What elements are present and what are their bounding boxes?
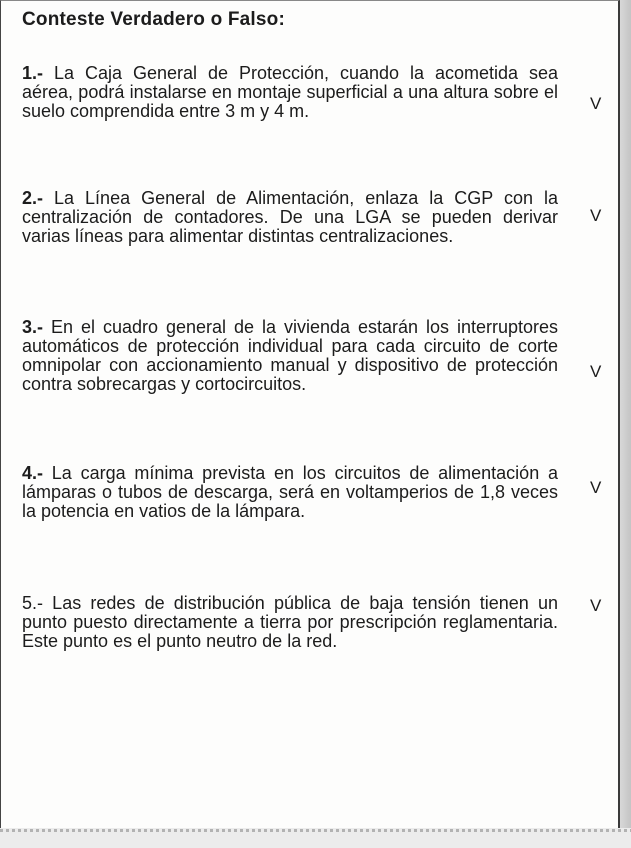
answer-4: V [590,478,602,497]
answer-1: V [590,94,602,113]
question-text: Las redes de distribución pública de baja tensión tienen un punto puesto directamente a tierra por prescripción reglamentaria. Este punto es el punto neutro de la red. [22,593,558,651]
question-number: 5.- [22,593,44,613]
question-number: 4.- [22,463,44,483]
question-1 [22,64,558,121]
question-text: La Línea General de Alimentación, enlaza la CGP con la centralización de contadores. De una LGA se pueden derivar varias líneas para alimentar distintas centralizaciones. [22,188,558,246]
answer-5: V [590,596,602,615]
question-text: En el cuadro general de la vivienda estarán los interruptores automáticos de protección individual para cada circuito de corte omnipolar con accionamiento manual y dispositivo de protección contra sobrecargas y cortocircuitos. [22,317,558,394]
page-edge-shadow [620,0,631,848]
question-text: La Caja General de Protección, cuando la acometida sea aérea, podrá instalarse en montaje superficial a una altura sobre el suelo comprendida entre 3 m y 4 m. [22,63,558,121]
question-5 [22,594,558,651]
perforation-line [0,829,631,832]
question-4 [22,464,558,521]
answer-2: V [590,206,602,225]
question-number: 3.- [22,317,44,337]
question-number: 2.- [22,188,44,208]
answer-3: V [590,362,602,381]
question-number: 1.- [22,63,44,83]
question-2 [22,189,558,246]
question-text: La carga mínima prevista en los circuitos de alimentación a lámparas o tubos de descarga, será en voltamperios de 1,8 veces la potencia en vatios de la lámpara. [22,463,558,521]
question-3 [22,318,558,394]
worksheet-heading: Conteste Verdadero o Falso: [22,9,286,30]
